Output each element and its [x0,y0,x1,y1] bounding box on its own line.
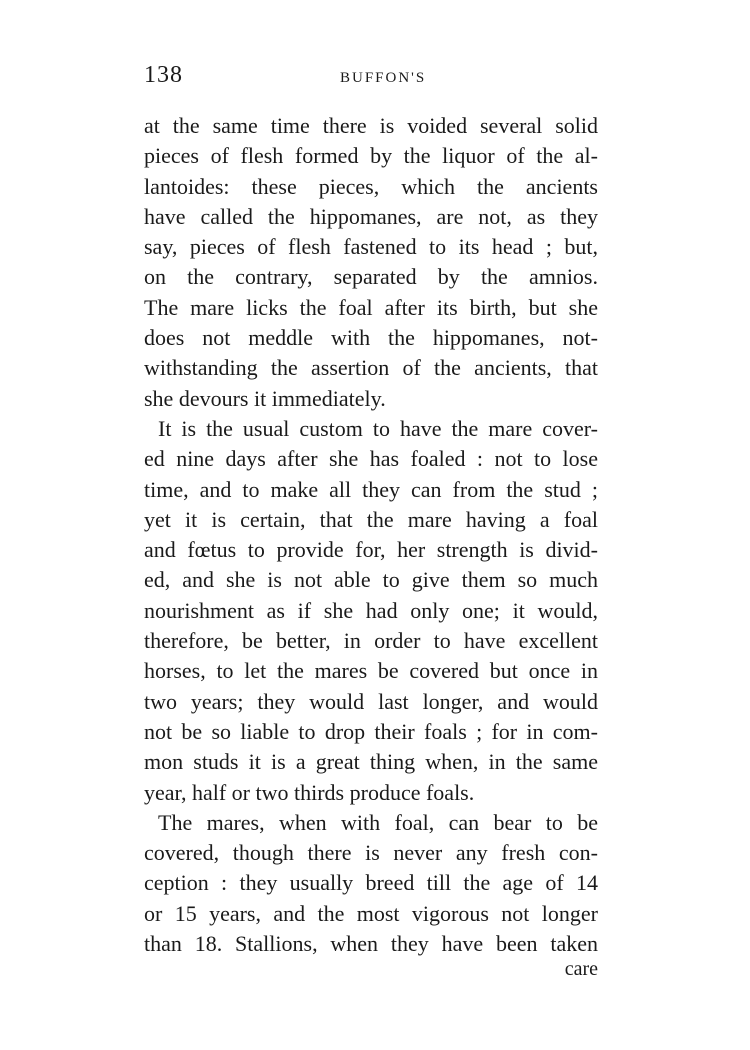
text-line: lantoides: these pieces, which the ancients [144,173,598,199]
text-line: not be so liable to drop their foals ; for in com- [144,718,598,744]
running-head [144,62,604,92]
text-line: time, and to make all they can from the stud ; [144,476,598,502]
body-text [144,111,598,959]
text-line: on the contrary, separated by the amnios. [144,264,598,290]
text-line: and fœtus to provide for, her strength is divid- [144,537,598,563]
text-line: does not meddle with the hippomanes, not- [144,325,598,351]
text-line: withstanding the assertion of the ancients, that [144,355,598,381]
text-line: ception : they usually breed till the age of 14 [144,870,598,896]
text-line: than 18. Stallions, when they have been taken [144,931,598,957]
text-line: ed, and she is not able to give them so much [144,567,598,593]
text-line: mon studs it is a great thing when, in the same [144,749,598,775]
text-line: It is the usual custom to have the mare cover- [158,415,598,441]
page-number: 138 [144,62,183,88]
text-line: say, pieces of flesh fastened to its head ; but, [144,234,598,260]
text-line: pieces of flesh formed by the liquor of the al- [144,143,598,169]
text-line: she devours it immediately. [144,385,386,411]
text-line: or 15 years, and the most vigorous not longer [144,900,598,926]
text-line: therefore, be better, in order to have excellent [144,628,598,654]
text-line: two years; they would last longer, and would [144,688,598,714]
text-line: at the same time there is voided several solid [144,113,598,138]
text-line: nourishment as if she had only one; it would, [144,597,598,623]
text-line: horses, to let the mares be covered but once in [144,658,598,684]
running-title: BUFFON'S [340,70,427,86]
text-line: The mare licks the foal after its birth, but she [144,294,598,320]
text-line: year, half or two thirds produce foals. [144,779,475,805]
text-line: The mares, when with foal, can bear to be [158,809,598,835]
text-line: yet it is certain, that the mare having a foal [144,506,598,532]
text-line: have called the hippomanes, are not, as they [144,203,598,229]
text-line: covered, though there is never any fresh con- [144,840,598,866]
catchword: care [564,958,598,980]
text-line: ed nine days after she has foaled : not to lose [144,446,598,472]
